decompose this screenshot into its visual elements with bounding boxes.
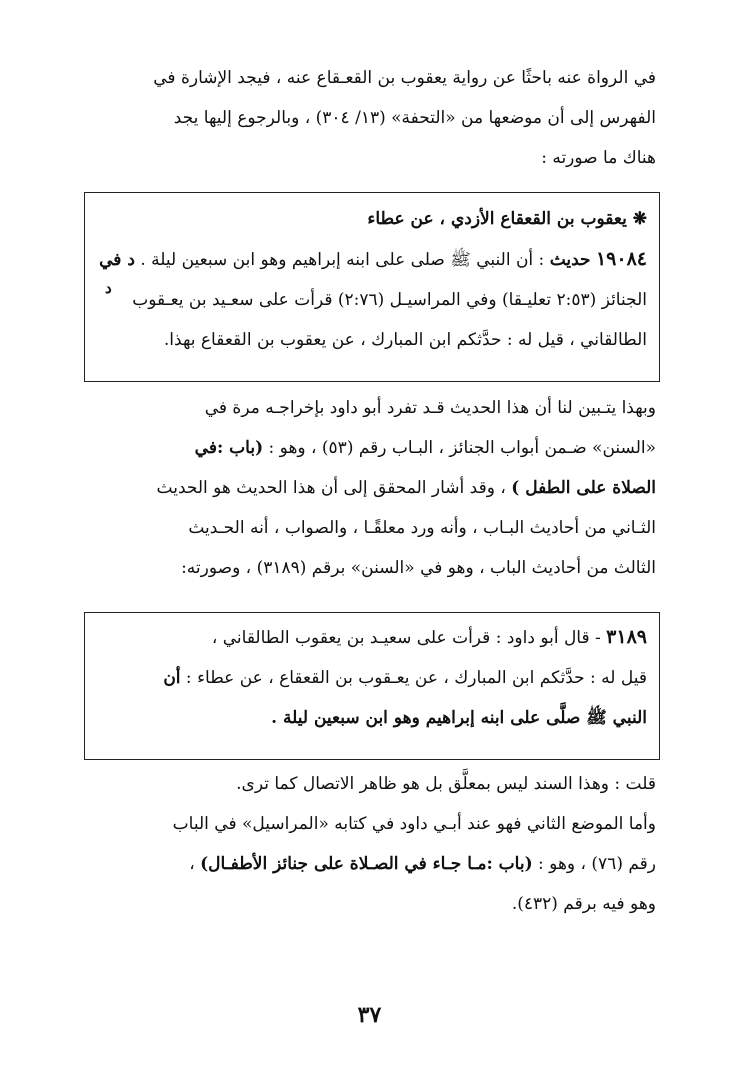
intro-line-3: هناك ما صورته : bbox=[541, 148, 656, 168]
middle-line-3-text: ، وقد أشار المحقق إلى أن هذا الحديث هو الحديث bbox=[156, 478, 512, 498]
box2-line-2-text: قيل له : حدَّثكم ابن المبارك ، عن يعـقوب بن القعقاع ، عن عطاء : bbox=[180, 668, 647, 688]
outro-bab-title: (باب :مـا جـاء في الصـلاة على جنائز الأطفـال) bbox=[200, 854, 533, 874]
middle-line-1: وبهذا يتـبين لنا أن هذا الحديث قـد تفرد أبو داود بإخراجـه مرة في bbox=[204, 398, 656, 418]
citation-box-sunan bbox=[84, 612, 660, 760]
outro-paragraph bbox=[84, 764, 656, 924]
middle-line-2-text: «السنن» ضـمن أبواب الجنائز ، البـاب رقم (٥٣) ، وهو : bbox=[263, 438, 656, 458]
middle-line-3 bbox=[84, 468, 656, 508]
box2-line-1-text: - قال أبو داود : قرأت على سعيـد بن يعقوب الطالقاني ، bbox=[211, 628, 607, 648]
box2-hadith-number: ٣١٨٩ bbox=[606, 626, 647, 648]
box1-line-2: الجنائز (٢:٥٣ تعليـقا) وفي المراسيـل (٢:٧٦) قرأت على سعـيد بن يعـقوب bbox=[132, 290, 647, 310]
intro-paragraph bbox=[84, 58, 656, 178]
middle-line-4: الثـاني من أحاديث البـاب ، وأنه ورد معلقًـا ، والصواب ، أنه الحـديث bbox=[188, 518, 656, 538]
box2-line-3: النبي ﷺ صلَّى على ابنه إبراهيم وهو ابن سبعين ليلة . bbox=[271, 708, 647, 728]
box2-line-2 bbox=[97, 658, 647, 698]
box1-line-1-tail: د في bbox=[99, 250, 135, 270]
box1-line-1-text: : أن النبي ﷺ صلى على ابنه إبراهيم وهو ابن سبعين ليلة . bbox=[140, 250, 545, 270]
box1-hadith-label: حديث bbox=[549, 250, 591, 270]
middle-line-5: الثالث من أحاديث الباب ، وهو في «السنن» برقم (٣١٨٩) ، وصورته: bbox=[181, 558, 656, 578]
box1-line-1 bbox=[97, 239, 647, 280]
middle-bab-title-start: (باب :في bbox=[194, 438, 264, 458]
box2-line-1 bbox=[97, 617, 647, 658]
outro-line-1: قلت : وهذا السند ليس بمعلَّق بل هو ظاهر الاتصال كما ترى. bbox=[236, 774, 656, 794]
middle-bab-title-end: الصلاة على الطفل ) bbox=[511, 478, 656, 498]
box1-hadith-number: ١٩٠٨٤ bbox=[595, 248, 647, 270]
citation-box-tuhfa bbox=[84, 192, 660, 382]
page-number: ٣٧ bbox=[357, 1002, 382, 1028]
intro-line-1: في الرواة عنه باحثًا عن رواية يعقوب بن القعـقاع عنه ، فيجد الإشارة في bbox=[153, 68, 656, 88]
intro-line-2: الفهرس إلى أن موضعها من «التحفة» (١٣/ ٣٠٤) ، وبالرجوع إليها يجد bbox=[173, 108, 656, 128]
box1-side-letter: د bbox=[105, 279, 112, 297]
box1-heading: ❋ يعقوب بن القعقاع الأزدي ، عن عطاء bbox=[367, 209, 647, 229]
outro-line-3-end: ، bbox=[189, 854, 201, 874]
box1-line-3: الطالقاني ، قيل له : حدَّثكم ابن المبارك ، عن يعقوب بن القعقاع بهذا. bbox=[163, 330, 647, 350]
outro-line-4: وهو فيه برقم (٤٣٢). bbox=[511, 894, 656, 914]
middle-paragraph bbox=[84, 388, 656, 588]
middle-line-2 bbox=[84, 428, 656, 468]
outro-line-2: وأما الموضع الثاني فهو عند أبـي داود في كتابه «المراسيل» في الباب bbox=[172, 814, 656, 834]
outro-line-3 bbox=[84, 844, 656, 884]
outro-line-3-text: رقم (٧٦) ، وهو : bbox=[532, 854, 656, 874]
box2-matn-start: أن bbox=[163, 668, 181, 688]
